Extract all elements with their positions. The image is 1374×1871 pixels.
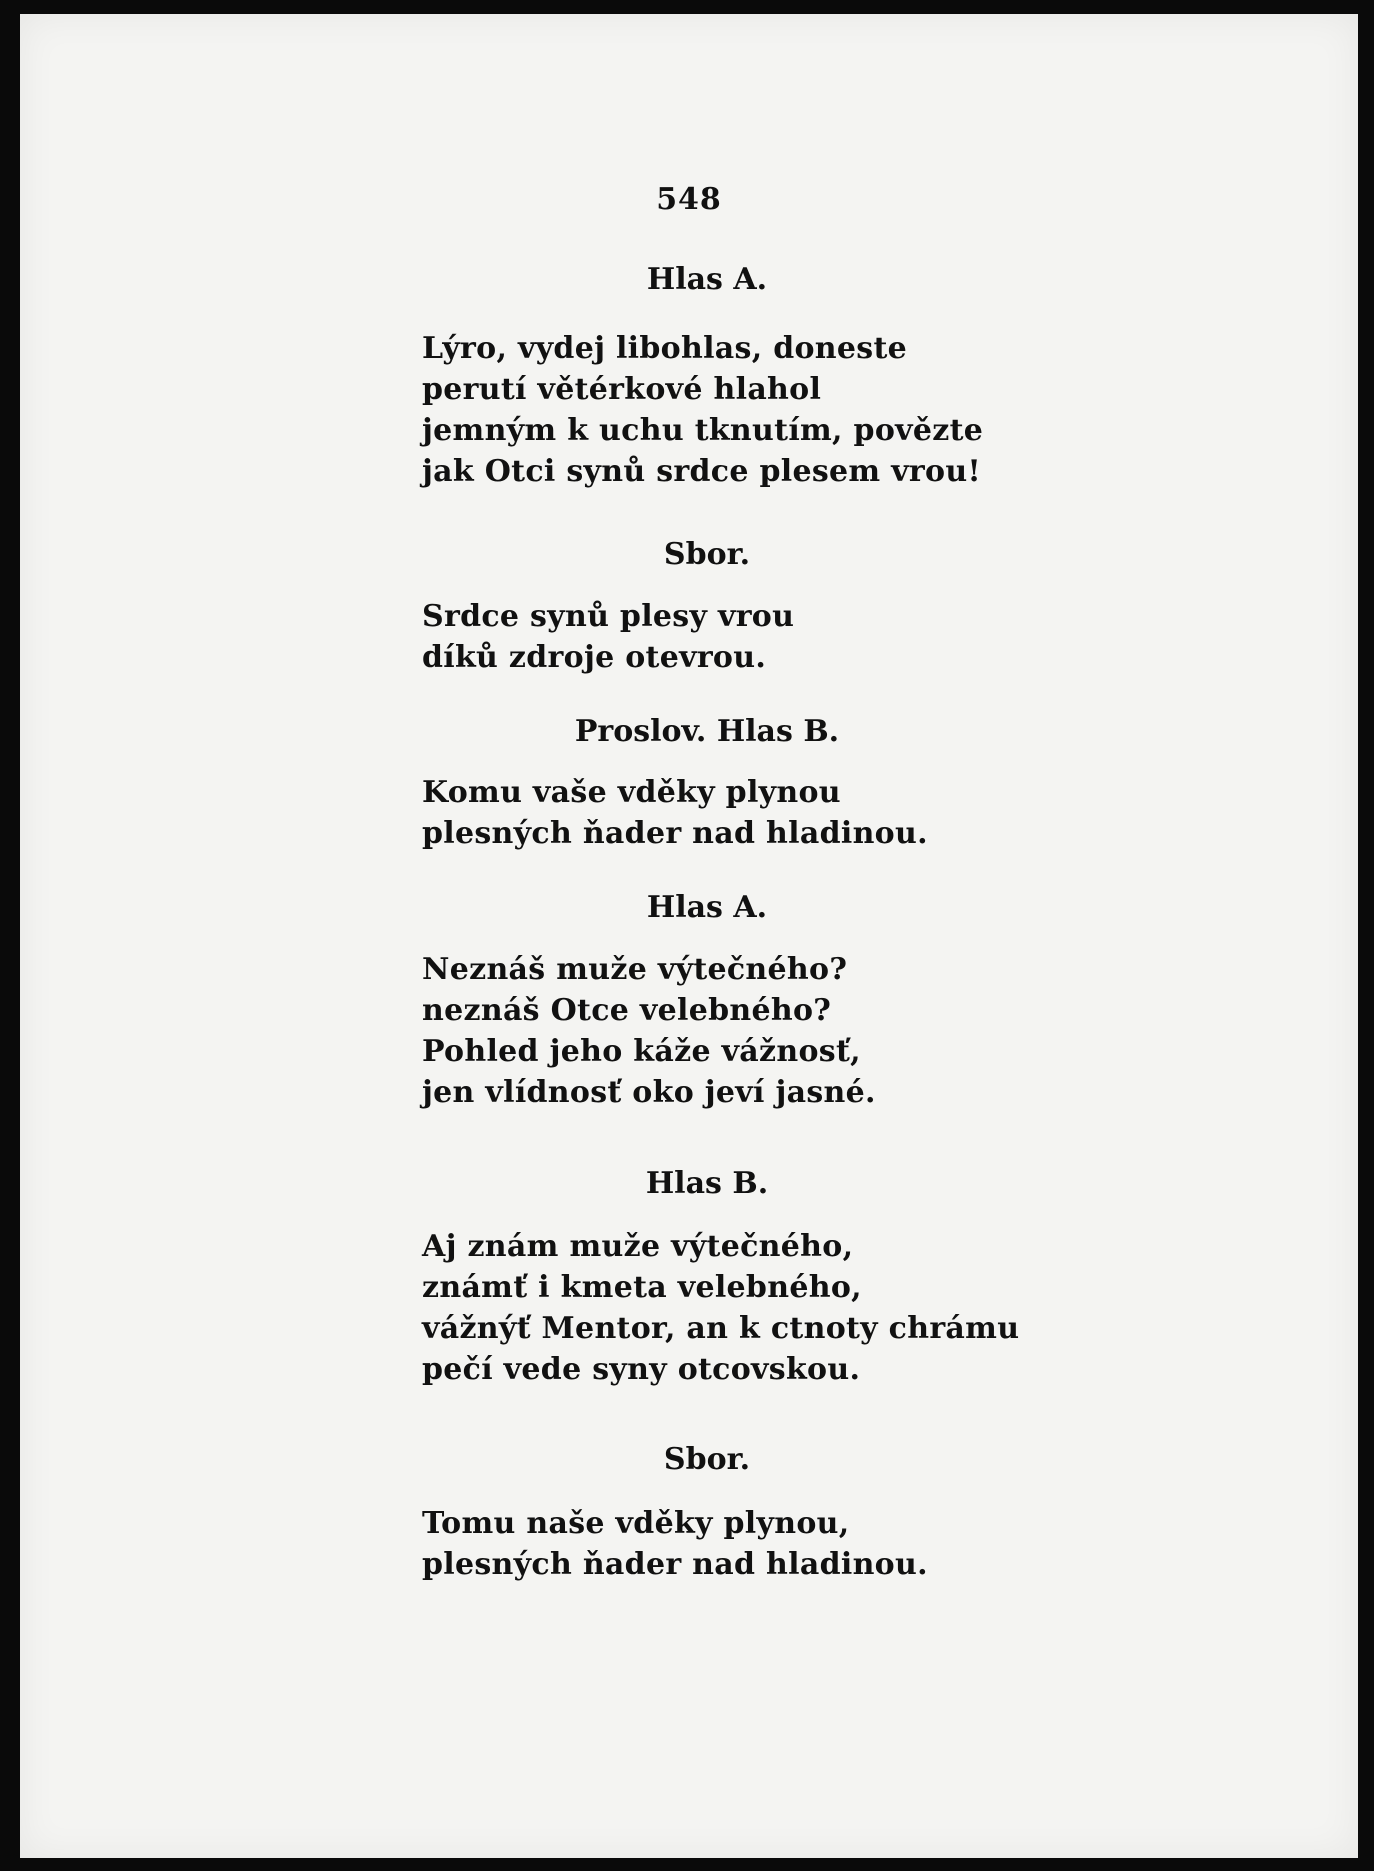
speaker-heading: Sbor. [663, 1442, 751, 1477]
speaker-heading: Proslov. Hlas B. [574, 714, 840, 749]
verse-line: jen vlídnosť oko jeví jasné. [422, 1075, 876, 1110]
speaker-heading: Sbor. [663, 537, 751, 572]
speaker-heading: Hlas A. [646, 890, 768, 925]
verse-stanza [422, 1226, 1042, 1390]
verse-line: plesných ňader nad hladinou. [422, 1547, 928, 1582]
verse-line: Srdce synů plesy vrou [422, 599, 795, 634]
verse-line: Aj znám muže výtečného, [422, 1229, 854, 1264]
verse-line: díků zdroje otevrou. [422, 640, 767, 675]
page-number: 548 [656, 182, 722, 217]
verse-line: známť i kmeta velebného, [422, 1270, 862, 1305]
verse-line: jemným k uchu tknutím, povězte [422, 413, 984, 448]
speaker-heading: Hlas A. [646, 262, 768, 297]
book-page [20, 14, 1358, 1858]
verse-stanza [422, 328, 1042, 492]
verse-line: jak Otci synů srdce plesem vrou! [422, 454, 981, 489]
verse-line: Tomu naše vděky plynou, [422, 1506, 850, 1541]
verse-stanza [422, 949, 1042, 1113]
speaker-heading: Hlas B. [645, 1166, 769, 1201]
verse-line: neznáš Otce velebného? [422, 993, 832, 1028]
verse-line: perutí větérkové hlahol [422, 372, 822, 407]
verse-line: plesných ňader nad hladinou. [422, 816, 928, 851]
verse-line: Pohled jeho káže vážnosť, [422, 1034, 861, 1069]
verse-line: vážnýť Mentor, an k ctnoty chrámu [422, 1311, 1020, 1346]
verse-line: Lýro, vydej libohlas, doneste [422, 331, 908, 366]
verse-line: Neznáš muže výtečného? [422, 952, 848, 987]
verse-line: pečí vede syny otcovskou. [422, 1352, 861, 1387]
verse-stanza [422, 596, 1042, 678]
verse-stanza [422, 772, 1042, 854]
verse-stanza [422, 1503, 1042, 1585]
verse-line: Komu vaše vděky plynou [422, 775, 841, 810]
